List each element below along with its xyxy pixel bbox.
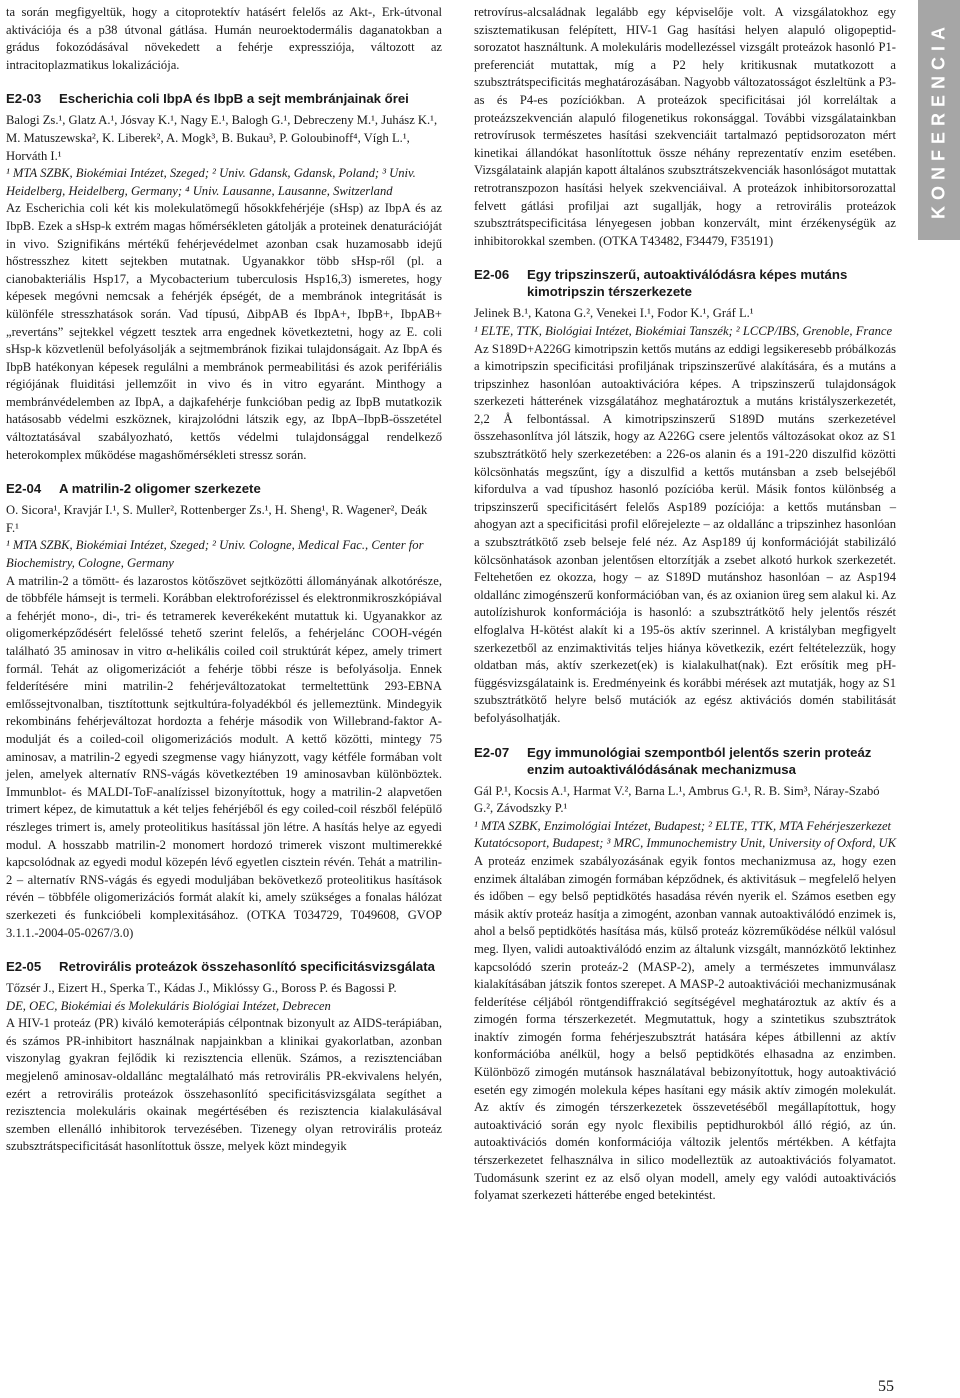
abstract-body: A matrilin-2 a tömött- és lazarostos kötőszövet sejtközötti állományának alkotórésze, de többféle hámsejt is termeli. Korábban elektroforézissel és elektronmikroszkópiával a fehérjét mono-, di-, tri- és tetramerek keverékeként mutattuk ki. Ugyanakkor az oligomerképződésért felelőssé tehető szerint felelős, a fehérjelánc COOH-végén található 35 aminosav in vitro α-helikális coiled coil struktúrát képez, amely trimert formál. Tehát az oligomerizációt a fehérje többi része is befolyásolja. Ennek felderítésére mini matrilin-2 fehérjeváltozatokat termeltettünk 293-EBNA emlőssejtvonalban, tisztítottunk sejtkultúra-folyadékból és jellemeztünk. Mindegyik rekombináns fehérjeváltozat hordozta a fehérje második von Willebrand-faktor A-modulját és a coiled-coil oligomerizációs modult. A kettő közötti, mintegy 75 aminosav, a matrilin-2 egyedi szegmense vagy hiányzott, vagy kétféle formában volt jelen, amelyek alternatív RNS-vágás következtében 19 aminosavban különböztek. Immunblot- és MALDI-ToF-analízissel bizonyítottuk, hogy a matrilin-2 alapvetően trimert képez, de kimutattuk a két teljes fehérjéből és egy coiled-coil részből felépülő részleges trimert is, amely proteolitikus hasítással jön létre. A hasítás helye az egyedi modul. A hosszabb matrilin-2 monomert hordozó trimerek viszont multimerekké kapcsolódnak az egyedi modul közepén lévő egyetlen cisztein révén. Tehát a matrilin-2 – alternatív RNS-vágás és egyedi moduljában bekövetkező proteolitikus hasítások révén – többféle oligomerizációs formát alakít ki, amely szükséges a fonalas hálózat szerkezeti és funkcióbeli komplexitásához. (OTKA T034729, T049608, GVOP 3.1.1.-2004-05-0267/3.0) — [6, 573, 442, 940]
abstract-authors: Gál P.¹, Kocsis A.¹, Harmat V.², Barna L.¹, Ambrus G.¹, R. B. Sim³, Náray-Szabó G.², Závodszky P.¹ — [474, 783, 880, 816]
abstract-authors: O. Sicora¹, Kravjár I.¹, S. Muller², Rottenberger Zs.¹, H. Sheng¹, R. Wagener², Deák F.¹ — [6, 503, 428, 535]
abstract-title: Escherichia coli IbpA és IbpB a sejt membránjainak őrei — [59, 91, 409, 107]
abstract-affiliations: ¹ ELTE, TTK, Biológiai Intézet, Biokémiai Tanszék; ² LCCP/IBS, Grenoble, France — [474, 323, 893, 338]
continued-text-left: ta során megfigyeltük, hogy a citoprotektív hatásért felelős az Akt-, Erk-útvonal aktivációja és a p38 útvonal gátlása. Humán neuroektodermális daganatokban a grádus fokozódásával növekedett a fehérje expressziója, változott az intracitoplazmatikus lokalizációja. — [6, 5, 442, 72]
abstract-heading — [6, 958, 442, 975]
abstract-e2-06 — [474, 266, 896, 727]
abstract-title: Retrovirális proteázok összehasonlító specificitásvizsgálata — [59, 959, 435, 975]
abstract-e2-03 — [6, 90, 442, 464]
left-column — [6, 4, 442, 1156]
abstract-title: Egy immunológiai szempontból jelentős szerin proteáz enzim autoaktiválódásának mechanizmusa — [527, 744, 872, 777]
abstract-body: A HIV-1 proteáz (PR) kiváló kemoterápiás célpontnak bizonyult az AIDS-terápiában, és számos PR-inhibitort használnak napjainkban a klinikai gyakorlatban, azonban viszonylag gyakran fejlődik ki rezisztencia ellenük. Számos, a rezisztenciában megjelenő aminosav-oldallánc megtalálható más retrovirális PR-ekvivalens helyén, ezért a retrovirális proteázok összehasonlító specificitásvizsgálata segíthet a rezisztencia molekuláris okainak megértésében és rezisztencia kialakulásával szemben ellenálló inhibitorok tervezésében. Tizenegy olyan retrovirális proteáz szubsztrátspecificitását hasonlítottuk össze, melyek közt mindegyik — [6, 1016, 442, 1154]
abstract-heading — [474, 266, 896, 300]
konferencia-sidebar-tab — [918, 0, 960, 240]
abstract-affiliations: ¹ MTA SZBK, Biokémiai Intézet, Szeged; ² Univ. Gdansk, Gdansk, Poland; ³ Univ. Heidelberg, Heidelberg, Germany; ⁴ Univ. Lausanne, Lausanne, Switzerland — [6, 166, 416, 198]
abstract-code: E2-04 — [6, 481, 42, 497]
right-column — [474, 4, 896, 1205]
abstract-code: E2-07 — [474, 744, 510, 760]
abstract-e2-07 — [474, 744, 896, 1205]
sidebar-label: KONFERENCIA — [928, 20, 949, 220]
abstract-title: A matrilin-2 oligomer szerkezete — [59, 481, 261, 497]
abstract-code: E2-06 — [474, 267, 510, 283]
abstract-heading — [474, 744, 896, 778]
abstract-body: Az S189D+A226G kimotripszin kettős mutáns az eddigi legsikeresebb próbálkozás a kimotripszin specificitási profiljának tripszinszerűvé alakítására, és a mutáns a tripszinhez hasonlóan autoaktivációra képes. A tripszinszerű tulajdonságok szerkezeti hátterének vizsgálatához meghatároztuk a mutáns kristályszerkezetét, 2,2 Å felbontással. A kimotripszinszerű S189D mutáns szerkezetével összehasonlítva jól látszik, hogy az A226G csere jelentős változásokat okoz az S1 szubsztrátkötő hely szerkezetében: a 226-os alanin és a 191-220 diszulfid közötti kölcsönhatás megszűnt, így a diszulfid a kettős mutánsban a zseb belsejéből kifordulva a vad típushoz hasonló pozícióba kerül. Másik fontos különbség a tripszinszerű specificitásért felelős Asp189 pozíciója: a kettős mutánsban – ahogyan azt a specificitási profil előrejelezte – az oldallánc a tripszinhez hasonlóan a szubsztrátkötő zseb belseje felé néz. Az Asp189 új konformációját stabilizáló kölcsönhatások azonban jelentősen eltorzítják a zsebet alkotó hurkok szerkezetét. Feltehetően ez okozza, hogy – az S189D mutánshoz hasonlóan – az Asp194 oldallánc zimogénszerű konformációban van, és az oxianion üreg sem alakul ki. Az autolízishurok konformációja is hasonló: a szubsztrátkötő hely jelentős részét elfoglalva H-kötést alakít ki a 195-ös aktív szerinnel. A kristályban megfigyelt szerkezetből az enzimaktivitás teljes hiánya következik, ezért feltételezzük, hogy oldatban más, aktív szerkezet(ek) is kialakulhat(nak). Ezt erősítik meg pH-függésvizsgálataink is. Eredményeink és korábbi mérések azt mutatják, hogy az S1 szubsztrátkötő helyre belső mutációk az egész aktivációs domén stabilitását befolyásolhatják. — [474, 341, 896, 725]
abstract-authors: Balogi Zs.¹, Glatz A.¹, Jósvay K.¹, Nagy E.¹, Balogh G.¹, Debreczeny M.¹, Juhász K.¹, M. Matuszewska², K. Liberek², A. Mogk³, B. Bukau³, P. Goloubinoff⁴, Vígh L.¹, Horváth I.¹ — [6, 113, 438, 163]
abstract-heading — [6, 480, 442, 497]
abstract-affiliations: DE, OEC, Biokémiai és Molekuláris Biológiai Intézet, Debrecen — [6, 998, 331, 1013]
abstract-heading — [6, 90, 442, 107]
abstract-authors: Tőzsér J., Eizert H., Sperka T., Kádas J., Miklóssy G., Boross P. és Bagossi P. — [6, 981, 397, 996]
abstract-body: A proteáz enzimek szabályozásának egyik fontos mechanizmusa az, hogy ezen enzimek általában zimogén formában képződnek, és aktivitásuk – megfelelő helyen és időben – egy belső peptidkötés hasadása révén nyerik el. Számos esetben egy másik aktív proteáz hasítja a zimogént, azonban vannak autoaktiválódó enzimek is, ahol a belső peptidkötés hasítása más, külső proteáz közreműködése nélkül valósul meg. Ilyen, validi autoaktiválódó enzim az általunk vizsgált, mannózkötő lektinhez kapcsolódó szerin proteáz-2 (MASP-2), amely a természetes immunválasz kialakításában játszik fontos szerepet. A MASP-2 autoaktivációi mechanizmusának felderítése céljából röntgendiffrakció segítségével meghatároztuk az aktív és a zimogén forma térszerkezetét. Megmutattuk, hogy a szintetikus szubsztrátok inaktív zimogén forma fehérjeszubsztrát hatására képes átbillenni az aktív konformációba anélkül, hogy a belső peptidkötés elhasadna az enzimben. Különböző zimogén mutánsok használatával bebizonyítottuk, hogy autoaktiváció esetén egy zimogén molekula képes hasítani egy másik aktív zimogén molekulát. Az aktív és zimogén térszerkezetek összevetéséből megállapítottuk, hogy autoaktiváció során egy nyolc flexibilis peptidhurokból álló régió, az ún. autoaktivációs domén konformációja változik jelentős mértékben. A kétfajta térszerkezetet felhasználva in silico modelleztük az autoaktivációs folyamatot. Tudomásunk szerint ez az első olyan modell, amely egy valódi autoaktivációs folyamat szerkezeti hátterébe enged betekintést. — [474, 853, 896, 1203]
abstract-e2-05 — [6, 958, 442, 1156]
page-number: 55 — [878, 1378, 894, 1395]
abstract-affiliations: ¹ MTA SZBK, Enzimológiai Intézet, Budapest; ² ELTE, TTK, MTA Fehérjeszerkezet Kutatócsoport, Budapest; ³ MRC, Immunochemistry Unit, University of Oxford, UK — [474, 818, 897, 851]
abstract-authors: Jelinek B.¹, Katona G.², Venekei I.¹, Fodor K.¹, Gráf L.¹ — [474, 306, 754, 321]
abstract-code: E2-05 — [6, 959, 42, 975]
abstract-title: Egy tripszinszerű, autoaktiválódásra képes mutáns kimotripszin térszerkezete — [527, 267, 848, 300]
abstract-affiliations: ¹ MTA SZBK, Biokémiai Intézet, Szeged; ² Univ. Cologne, Medical Fac., Center for Biochemistry, Cologne, Germany — [6, 538, 424, 571]
continued-text-right: retrovírus-alcsaládnak legalább egy képviselője volt. A vizsgálatokhoz egy szisztematikusan felépített, HIV-1 Gag hasítási helyen alapuló oligopeptid-sorozatot használtunk. A molekuláris modellezéssel vizsgált proteázok hasonló P1-preferenciát mutattak, míg a P2 hely kritikusnak mutatkozott a szubsztrátspecificitás meghatározásában. Nagyobb változatosságot észleltünk a P3-as és P4-es pozíciókban. A proteázok specificitásai jól korreláltak a proteázszekvencián alapuló filogenetikus rokonsággal. További vizsgálatainkban retrovírusok természetes hasítási szekvenciáit tartalmazó peptidsorozaton mért kinetikai állandókat hasonlítottuk össze néhány reprezentatív enzim esetében. Vizsgálataink alapján kapott általános szubsztrátszekvenciák hasonlóságot mutattak retrotranszpozon hasítási helyek szekvenciáival. A proteázok inhibitorsorozattal felvett gátlási profiljai azt sugallják, hogy a retrovirális proteázok szubsztrátspecificitása lényegesen jobban konzervált, mint érzékenységük az inhibitorokkal szemben. (OTKA T43482, F34479, F35191) — [474, 5, 896, 248]
abstract-code: E2-03 — [6, 91, 42, 107]
abstract-body: Az Escherichia coli két kis molekulatömegű hősokkfehérjéje (sHsp) az IbpA és az IbpB. Ezek a sHsp-k extrém magas hőmérsékleten gátolják a proteinek denaturációját in vivo. Szignifikáns mértékű fehérjevédelmet azonban csak huzamosabb idejű hőstresszhez kitett sejtekben mutatnak. Ugyanakkor több sHsp-ről (pl. a cianobakteriális Hsp17, a Mycobacterium tuberculosis Hsp16,3) ismeretes, hogy képesek megóvni nemcsak a fehérjék épségét, de a membránok integritását is különféle stresszhatások során. Vad típusú, ΔibpAB és IbpA+, IbpB+, IbpAB+ „revertáns” sejtekkel végzett tesztek arra engednek következtetni, hogy az E. coli sHsp-k közvetlenül befolyásolják a sejtmembránok fizikai tulajdonságait. Az IbpA és IbpB hatékonyan képesek regulálni a membránok permeabilitási és azok perifériális régiójának fluiditási jellemzőit in vivo és in vitro egyaránt. Minthogy a membránvédelemben az IbpA, a dajkafehérje funkcióban pedig az IbpB mutatkozik hatásosabb védelmi eszköznek, kirajzolódni látszik egy, az IbpA–IbpB-összetétel változtatásával szabályozható, kettős védelmi tulajdonsággal rendelkező heterokomplex működése magashőmérsékleti stressz során. — [6, 201, 442, 462]
abstract-e2-04 — [6, 480, 442, 942]
